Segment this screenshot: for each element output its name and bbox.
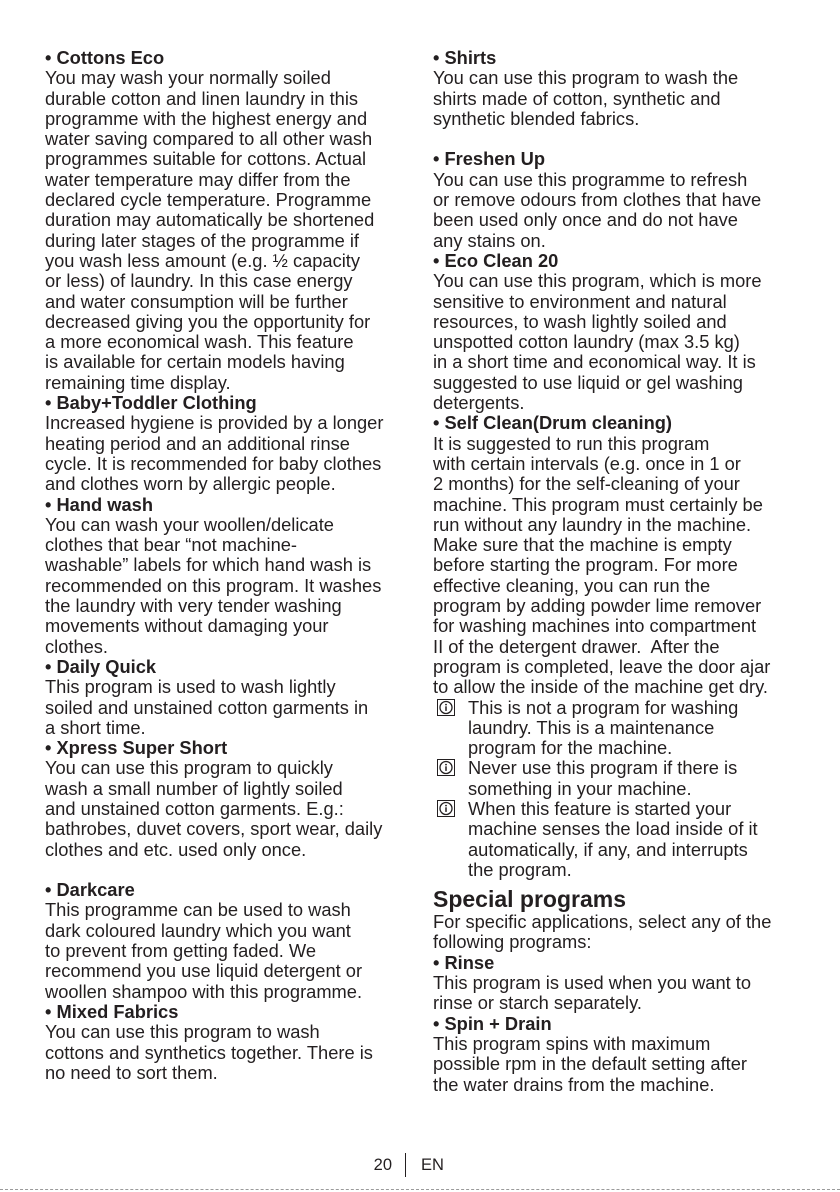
text-line: washable” labels for which hand wash is (45, 554, 372, 576)
text-line: recommend you use liquid detergent or (45, 960, 363, 982)
text-line: It is suggested to run this program (433, 432, 710, 454)
text-line: run without any laundry in the machine. (433, 513, 752, 535)
text-line: Make sure that the machine is empty (433, 534, 732, 556)
text-line: the water drains from the machine. (433, 1073, 715, 1095)
text-line: before starting the program. For more (433, 554, 738, 576)
text-line: bathrobes, duvet covers, sport wear, daily (45, 818, 383, 840)
program-heading: • Spin + Drain (433, 1012, 552, 1034)
program-heading: • Mixed Fabrics (45, 1000, 179, 1022)
note-line: program for the machine. (468, 737, 673, 759)
info-icon (437, 800, 455, 817)
info-icon (437, 699, 455, 716)
program-section (433, 413, 813, 697)
text-line: a short time. (45, 716, 146, 738)
text-line: You can use this program, which is more (433, 270, 762, 292)
program-section (45, 393, 413, 494)
text-line: shirts made of cotton, synthetic and (433, 87, 721, 109)
text-line: unspotted cotton laundry (max 3.5 kg) (433, 331, 740, 353)
program-section (433, 953, 813, 1014)
info-note (433, 758, 813, 799)
text-line: you wash less amount (e.g. ½ capacity (45, 249, 361, 271)
program-heading: • Rinse (433, 951, 495, 973)
program-section (45, 880, 413, 1002)
text-line: clothes that bear “not machine- (45, 534, 298, 556)
text-line: and water consumption will be further (45, 290, 348, 312)
text-line: machine. This program must certainly be (433, 493, 763, 515)
footer-divider (405, 1153, 406, 1177)
text-line: synthetic blended fabrics. (433, 107, 640, 129)
text-line: is available for certain models having (45, 351, 345, 373)
text-line: clothes and etc. used only once. (45, 838, 307, 860)
program-section (433, 251, 813, 413)
program-heading: • Hand wash (45, 493, 153, 515)
text-line: soiled and unstained cotton garments in (45, 696, 369, 718)
note-line: laundry. This is a maintenance (468, 716, 715, 738)
note-line: Never use this program if there is (468, 757, 738, 779)
text-line: following programs: (433, 931, 592, 953)
program-heading: • Cottons Eco (45, 47, 165, 68)
text-line: You can use this programme to refresh (433, 168, 748, 190)
text-line: decreased giving you the opportunity for (45, 310, 371, 332)
program-heading: • Eco Clean 20 (433, 249, 559, 271)
text-line: declared cycle temperature. Programme (45, 189, 372, 211)
text-line: during later stages of the programme if (45, 229, 359, 251)
special-programs-title: Special programs (433, 886, 627, 913)
text-line: II of the detergent drawer. After the (433, 635, 720, 657)
text-line: recommended on this program. It washes (45, 574, 382, 596)
program-section (45, 657, 413, 738)
text-line: water temperature may differ from the (45, 168, 351, 190)
program-heading: • Darkcare (45, 879, 135, 901)
program-section (45, 738, 413, 880)
text-line: For specific applications, select any of the (433, 911, 772, 933)
text-line: sensitive to environment and natural (433, 290, 727, 312)
text-line: You can use this program to quickly (45, 757, 333, 779)
text-line: programme with the highest energy and (45, 107, 368, 129)
program-section (433, 48, 813, 149)
paragraph-gap (45, 860, 413, 880)
text-line: This program is used when you want to (433, 972, 752, 994)
program-heading: • Xpress Super Short (45, 737, 228, 759)
page-footer (0, 1153, 840, 1177)
program-heading: • Shirts (433, 47, 497, 68)
note-line: machine senses the load inside of it (468, 818, 758, 840)
text-line: You can use this program to wash the (433, 67, 739, 89)
text-line: possible rpm in the default setting after (433, 1053, 748, 1075)
text-line: program by adding powder lime remover (433, 595, 762, 617)
page-number: 20 (373, 1156, 392, 1174)
text-line: remaining time display. (45, 371, 231, 393)
text-line: to allow the inside of the machine get dry. (433, 676, 769, 698)
text-line: for washing machines into compartment (433, 615, 757, 637)
program-heading: • Baby+Toddler Clothing (45, 392, 257, 414)
text-line: suggested to use liquid or gel washing (433, 371, 743, 393)
text-line: 2 months) for the self-cleaning of your (433, 473, 740, 495)
text-line: and clothes worn by allergic people. (45, 473, 336, 495)
text-line: cottons and synthetics together. There is (45, 1041, 373, 1063)
program-heading: • Self Clean(Drum cleaning) (433, 412, 673, 434)
text-line: duration may automatically be shortened (45, 209, 375, 231)
text-line: effective cleaning, you can run the (433, 574, 711, 596)
notes-list (433, 698, 813, 881)
info-icon (437, 759, 455, 776)
text-line: any stains on. (433, 229, 546, 251)
right-column (433, 48, 813, 1095)
text-line: detergents. (433, 392, 525, 414)
program-heading: • Daily Quick (45, 655, 157, 677)
language-code: EN (421, 1156, 444, 1174)
text-line: This program is used to wash lightly (45, 676, 336, 698)
info-note (433, 698, 813, 759)
note-line: This is not a program for washing (468, 696, 739, 718)
program-heading: • Freshen Up (433, 148, 546, 170)
program-section (45, 48, 413, 393)
note-line: the program. (468, 858, 572, 880)
program-section (433, 149, 813, 250)
left-column (45, 48, 413, 1083)
text-line: This programme can be used to wash (45, 899, 351, 921)
text-line: This program spins with maximum (433, 1032, 711, 1054)
special-intro (433, 912, 813, 953)
text-line: You can wash your woollen/delicate (45, 513, 334, 535)
program-section (45, 495, 413, 657)
text-line: You may wash your normally soiled (45, 67, 331, 89)
text-line: You can use this program to wash (45, 1021, 320, 1043)
text-line: wash a small number of lightly soiled (45, 777, 343, 799)
note-line: When this feature is started your (468, 797, 732, 819)
text-line: cycle. It is recommended for baby clothes (45, 452, 382, 474)
text-line: and unstained cotton garments. E.g.: (45, 797, 344, 819)
text-line: dark coloured laundry which you want (45, 919, 351, 941)
page-bottom-rule (0, 1189, 840, 1190)
right-sections (433, 48, 813, 698)
special-sections (433, 953, 813, 1095)
text-line: woollen shampoo with this programme. (45, 980, 363, 1002)
text-line: rinse or starch separately. (433, 992, 642, 1014)
note-line: automatically, if any, and interrupts (468, 838, 748, 860)
text-line: in a short time and economical way. It is (433, 351, 756, 373)
text-line: resources, to wash lightly soiled and (433, 310, 727, 332)
text-line: been used only once and do not have (433, 209, 738, 231)
paragraph-gap (433, 129, 813, 149)
text-line: heating period and an additional rinse (45, 432, 350, 454)
text-line: no need to sort them. (45, 1061, 218, 1083)
text-line: programmes suitable for cottons. Actual (45, 148, 367, 170)
program-section (433, 1014, 813, 1095)
text-line: movements without damaging your (45, 615, 329, 637)
text-line: or remove odours from clothes that have (433, 189, 762, 211)
text-line: a more economical wash. This feature (45, 331, 354, 353)
note-line: something in your machine. (468, 777, 692, 799)
text-line: to prevent from getting faded. We (45, 940, 316, 962)
text-line: program is completed, leave the door ajar (433, 655, 771, 677)
text-line: with certain intervals (e.g. once in 1 or (433, 452, 741, 474)
text-line: clothes. (45, 635, 109, 657)
info-note (433, 799, 813, 880)
text-line: durable cotton and linen laundry in this (45, 87, 359, 109)
text-line: water saving compared to all other wash (45, 128, 373, 150)
text-line: the laundry with very tender washing (45, 595, 342, 617)
text-line: Increased hygiene is provided by a longer (45, 412, 384, 434)
text-line: or less) of laundry. In this case energy (45, 270, 353, 292)
program-section (45, 1002, 413, 1083)
